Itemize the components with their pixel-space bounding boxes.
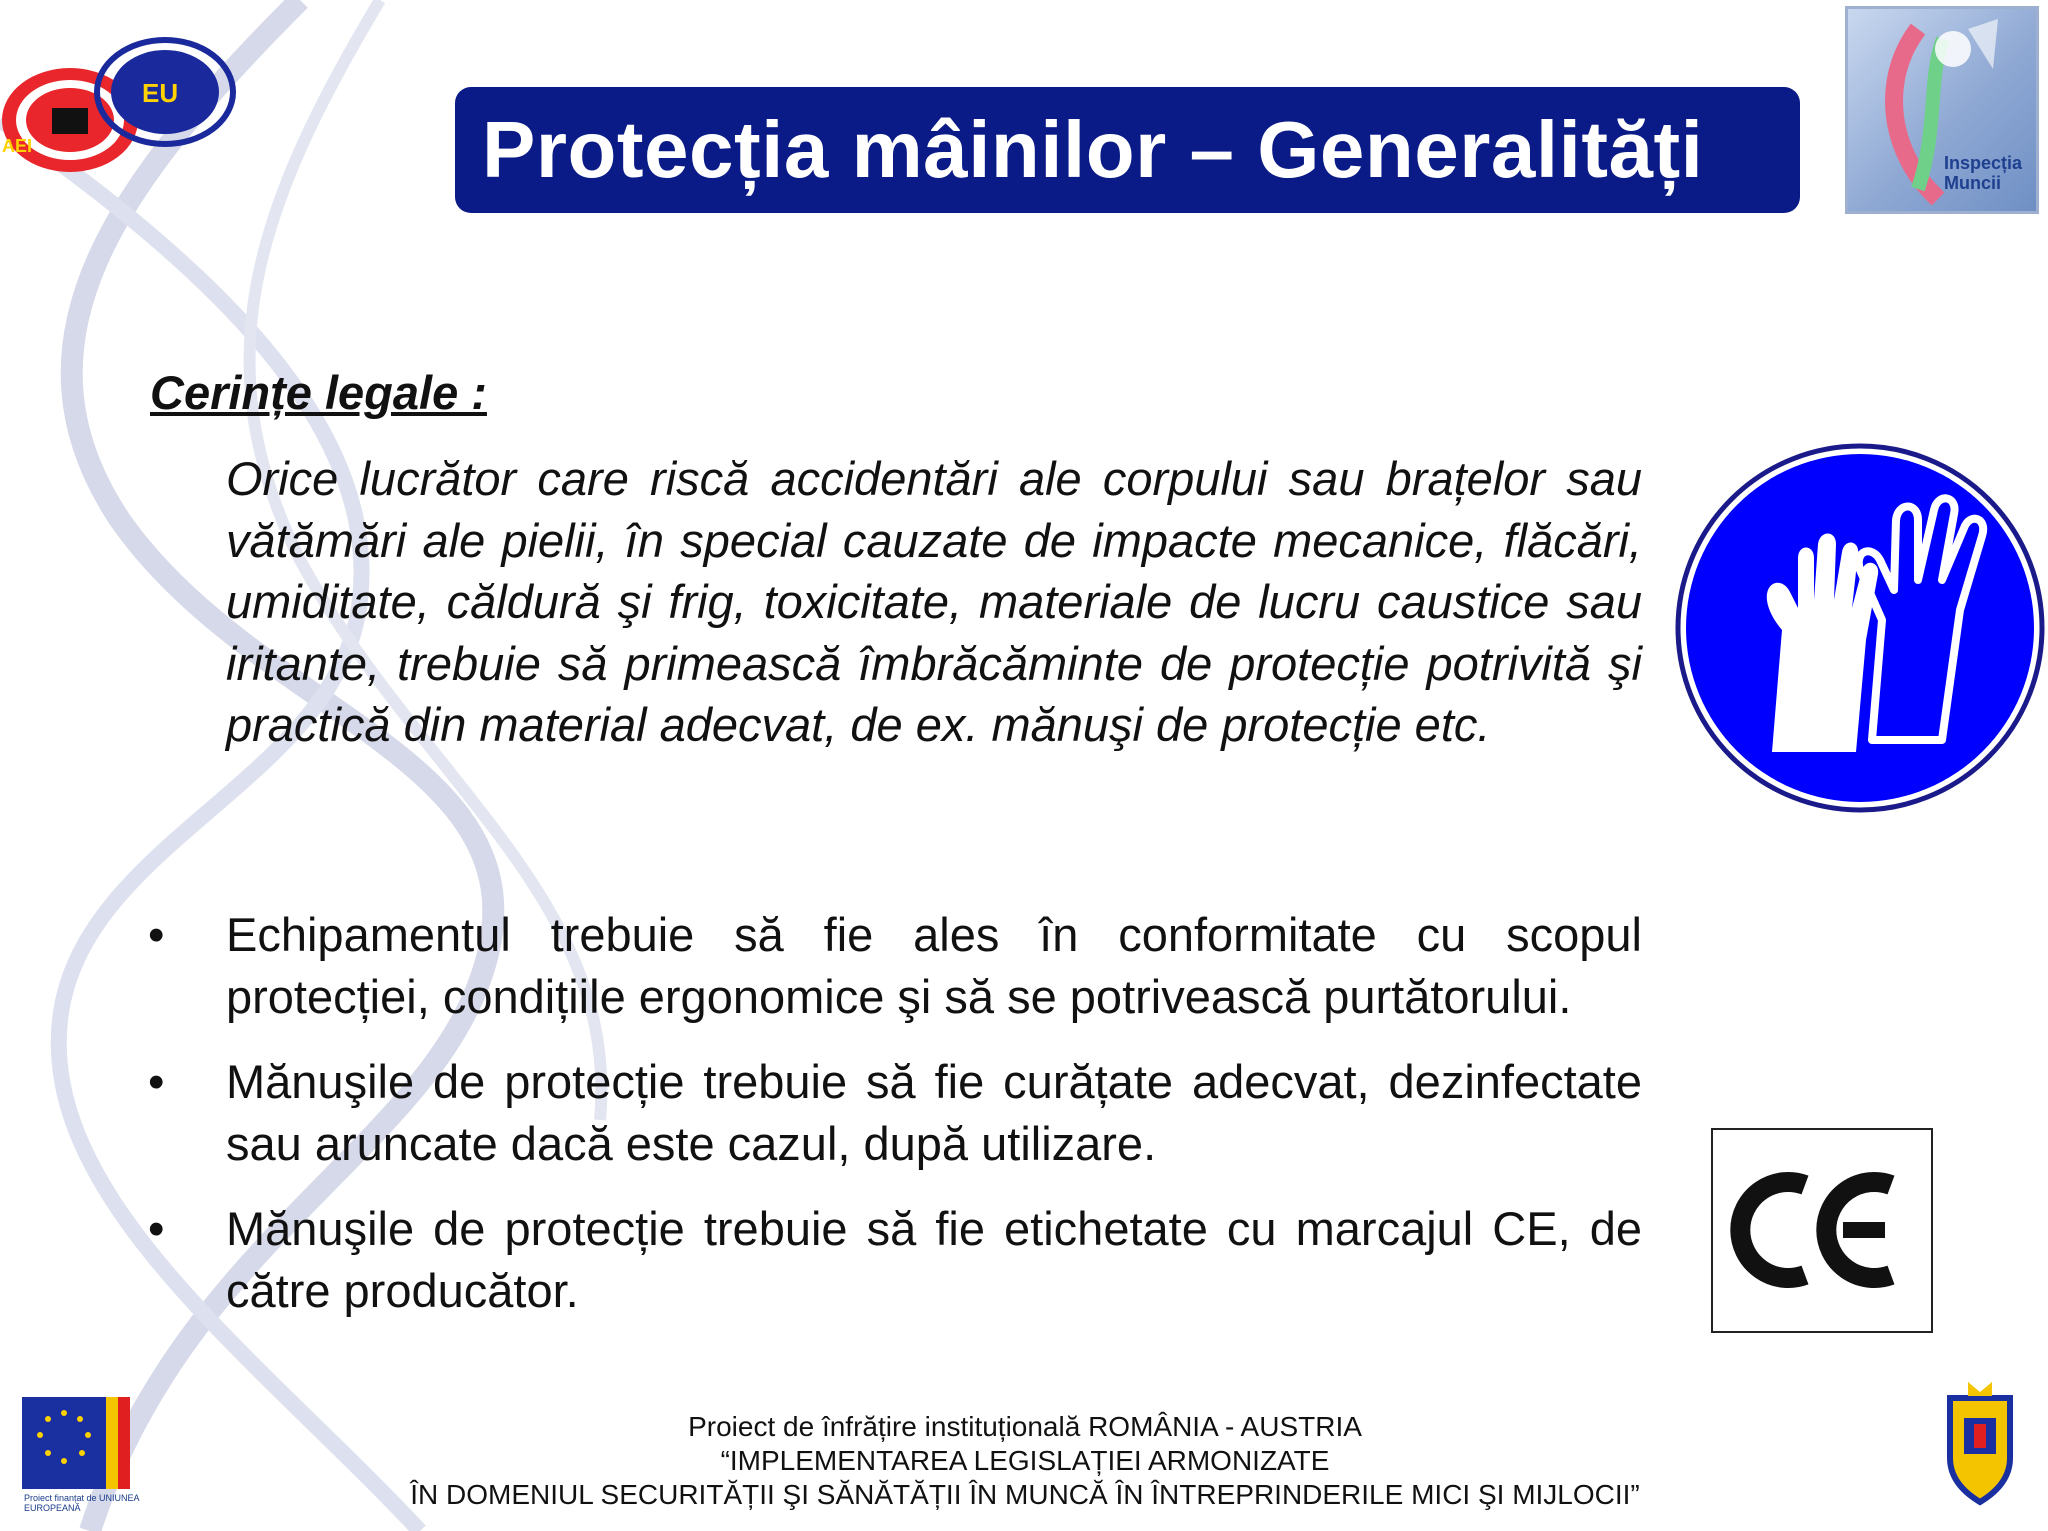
logo-line1: Inspecția: [1943, 153, 2022, 173]
bullet-text: Mănuşile de protecție trebuie să fie etichetate cu marcajul CE, de către producător.: [226, 1202, 1642, 1317]
bullet-text: Mănuşile de protecție trebuie să fie curățate adecvat, dezinfectate sau aruncate dacă este cazul, după utilizare.: [226, 1055, 1642, 1170]
coat-of-arms-icon: [1930, 1378, 2030, 1506]
footer-line-1: Proiect de înfrățire instituțională ROMÂNIA - AUSTRIA: [688, 1411, 1362, 1442]
footer-line-2: “IMPLEMENTAREA LEGISLAȚIEI ARMONIZATE: [720, 1445, 1330, 1476]
eu-text: EU: [142, 78, 179, 108]
bullet-dot: •: [148, 908, 165, 961]
glove-mandatory-sign-icon: [1672, 440, 2048, 820]
intro-paragraph: Orice lucrător care riscă accidentări ale corpului sau brațelor sau vătămări ale pielii, în special cauzate de impacte mecanice, flăcări, umiditate, căldură şi frig, toxicitate, materiale de lucru caustice sau iritante, trebuie să primească îmbrăcăminte de protecție potrivită şi practică din material adecvat, de ex. mănuşi de protecție etc.: [226, 452, 1642, 751]
footer-text: [380, 1410, 1670, 1512]
bullet-item: [140, 904, 1642, 1027]
page-title: Protecția mâinilor – Generalități: [482, 105, 1704, 194]
bullet-dot: •: [148, 1055, 165, 1108]
aei-eu-logo: [0, 30, 240, 180]
bullet-item: [140, 1051, 1642, 1174]
section-heading: Cerințe legale :: [150, 366, 487, 419]
bullet-list: [140, 904, 1642, 1321]
aei-text: AEI: [2, 136, 33, 156]
ce-mark: [1711, 1128, 1933, 1333]
title-bar: [455, 87, 1800, 213]
eu-logo-caption: Proiect finanțat de UNIUNEA EUROPEANĂ: [24, 1493, 140, 1513]
bullet-text: Echipamentul trebuie să fie ales în conformitate cu scopul protecției, condițiile ergonomice şi să se potrivească purtătorului.: [226, 908, 1642, 1023]
inspectia-muncii-logo: [1845, 6, 2039, 214]
logo-line2: Muncii: [1943, 173, 2001, 193]
footer-line-3: ÎN DOMENIUL SECURITĂȚII ŞI SĂNĂTĂȚII ÎN MUNCĂ ÎN ÎNTREPRINDERILE MICI ŞI MIJLOCII”: [410, 1479, 1640, 1510]
eu-funded-logo: [22, 1397, 142, 1513]
bullet-item: [140, 1198, 1642, 1321]
bullet-dot: •: [148, 1202, 165, 1255]
